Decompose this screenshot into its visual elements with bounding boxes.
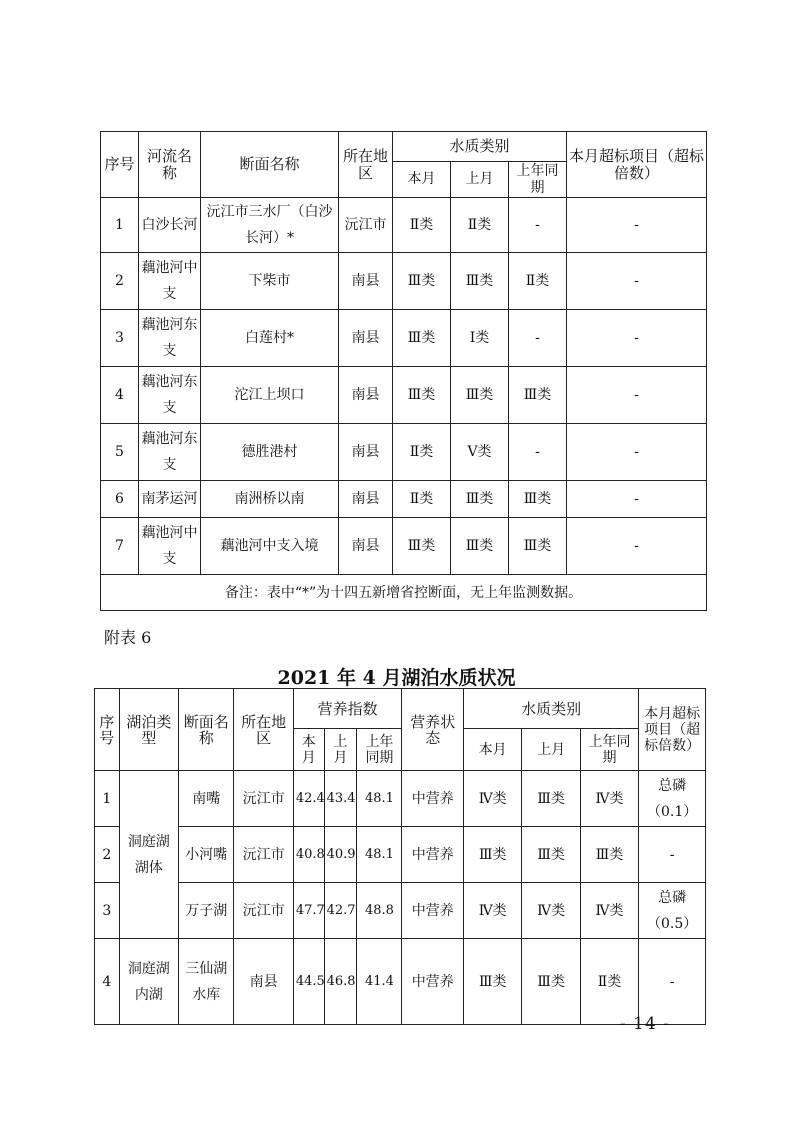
- table-row: 1 洞庭湖湖体 南嘴 沅江市 42.4 43.4 48.1 中营养 Ⅳ类 Ⅲ类 Ⅳ类 总磷 （0.1）: [95, 771, 706, 827]
- header-ni-this: 本月: [293, 729, 324, 771]
- header-section: 断面名称: [179, 689, 234, 771]
- table-row: 2 藕池河中支 下柴市 南县 Ⅲ类 Ⅲ类 Ⅱ类 -: [101, 253, 707, 310]
- lake-table-title: 2021 年 4 月湖泊水质状况: [277, 667, 516, 689]
- table-row: 5 藕池河东支 德胜港村 南县 Ⅱ类 Ⅴ类 - -: [101, 424, 707, 481]
- header-exceed: 本月超标项目（超标倍数）: [567, 132, 707, 198]
- header-area: 所在地区: [234, 689, 293, 771]
- header-wq-last: 上月: [522, 729, 580, 771]
- header-area: 所在地区: [339, 132, 393, 198]
- header-exceed: 本月超标项目（超标倍数）: [639, 689, 706, 771]
- table-row: 3 藕池河东支 白莲村* 南县 Ⅲ类 Ⅰ类 - -: [101, 310, 707, 367]
- header-nutrition-index: 营养指数: [293, 689, 402, 729]
- table-row: 4 藕池河东支 沱江上坝口 南县 Ⅲ类 Ⅲ类 Ⅲ类 -: [101, 367, 707, 424]
- header-wq-class: 水质类别: [463, 689, 638, 729]
- header-seq: 序号: [95, 689, 120, 771]
- header-ni-year: 上年同期: [357, 729, 402, 771]
- header-wq-this: 本月: [463, 729, 521, 771]
- header-section: 断面名称: [201, 132, 339, 198]
- header-seq: 序号: [101, 132, 139, 198]
- table-row: 2 小河嘴 沅江市 40.8 40.9 48.1 中营养 Ⅲ类 Ⅲ类 Ⅲ类 -: [95, 827, 706, 883]
- header-river: 河流名称: [139, 132, 201, 198]
- river-quality-table: [100, 131, 707, 611]
- header-ni-last: 上月: [324, 729, 357, 771]
- lake-group: 洞庭湖内湖: [119, 939, 178, 1025]
- header-wq-class: 水质类别: [393, 132, 567, 162]
- table-row: 6 南茅运河 南洲桥以南 南县 Ⅱ类 Ⅲ类 Ⅲ类 -: [101, 481, 707, 518]
- lake-group: 洞庭湖湖体: [119, 771, 178, 939]
- header-lake-type: 湖泊类型: [119, 689, 178, 771]
- table-row: 3 万子湖 沅江市 47.7 42.7 48.8 中营养 Ⅳ类 Ⅳ类 Ⅳ类 总磷 （0.5）: [95, 883, 706, 939]
- header-this-month: 本月: [393, 162, 451, 198]
- header-last-year: 上年同期: [509, 162, 567, 198]
- header-last-month: 上月: [451, 162, 509, 198]
- table-row: 4 洞庭湖内湖 三仙湖水库 南县 44.5 46.8 41.4 中营养 Ⅲ类 Ⅲ类 Ⅱ类 -: [95, 939, 706, 1025]
- lake-quality-table: [94, 688, 706, 1025]
- table-row: 1 白沙长河 沅江市三水厂（白沙长河）* 沅江市 Ⅱ类 Ⅱ类 - -: [101, 198, 707, 253]
- header-nutrition-state: 营养状态: [402, 689, 464, 771]
- page-number: - 14 -: [620, 1014, 670, 1034]
- attachment-label: 附表 6: [104, 628, 152, 647]
- table-note: 备注：表中“*”为十四五新增省控断面，无上年监测数据。: [101, 575, 707, 611]
- table-row: 7 藕池河中支 藕池河中支入境 南县 Ⅲ类 Ⅲ类 Ⅲ类 -: [101, 518, 707, 575]
- header-wq-year: 上年同期: [580, 729, 638, 771]
